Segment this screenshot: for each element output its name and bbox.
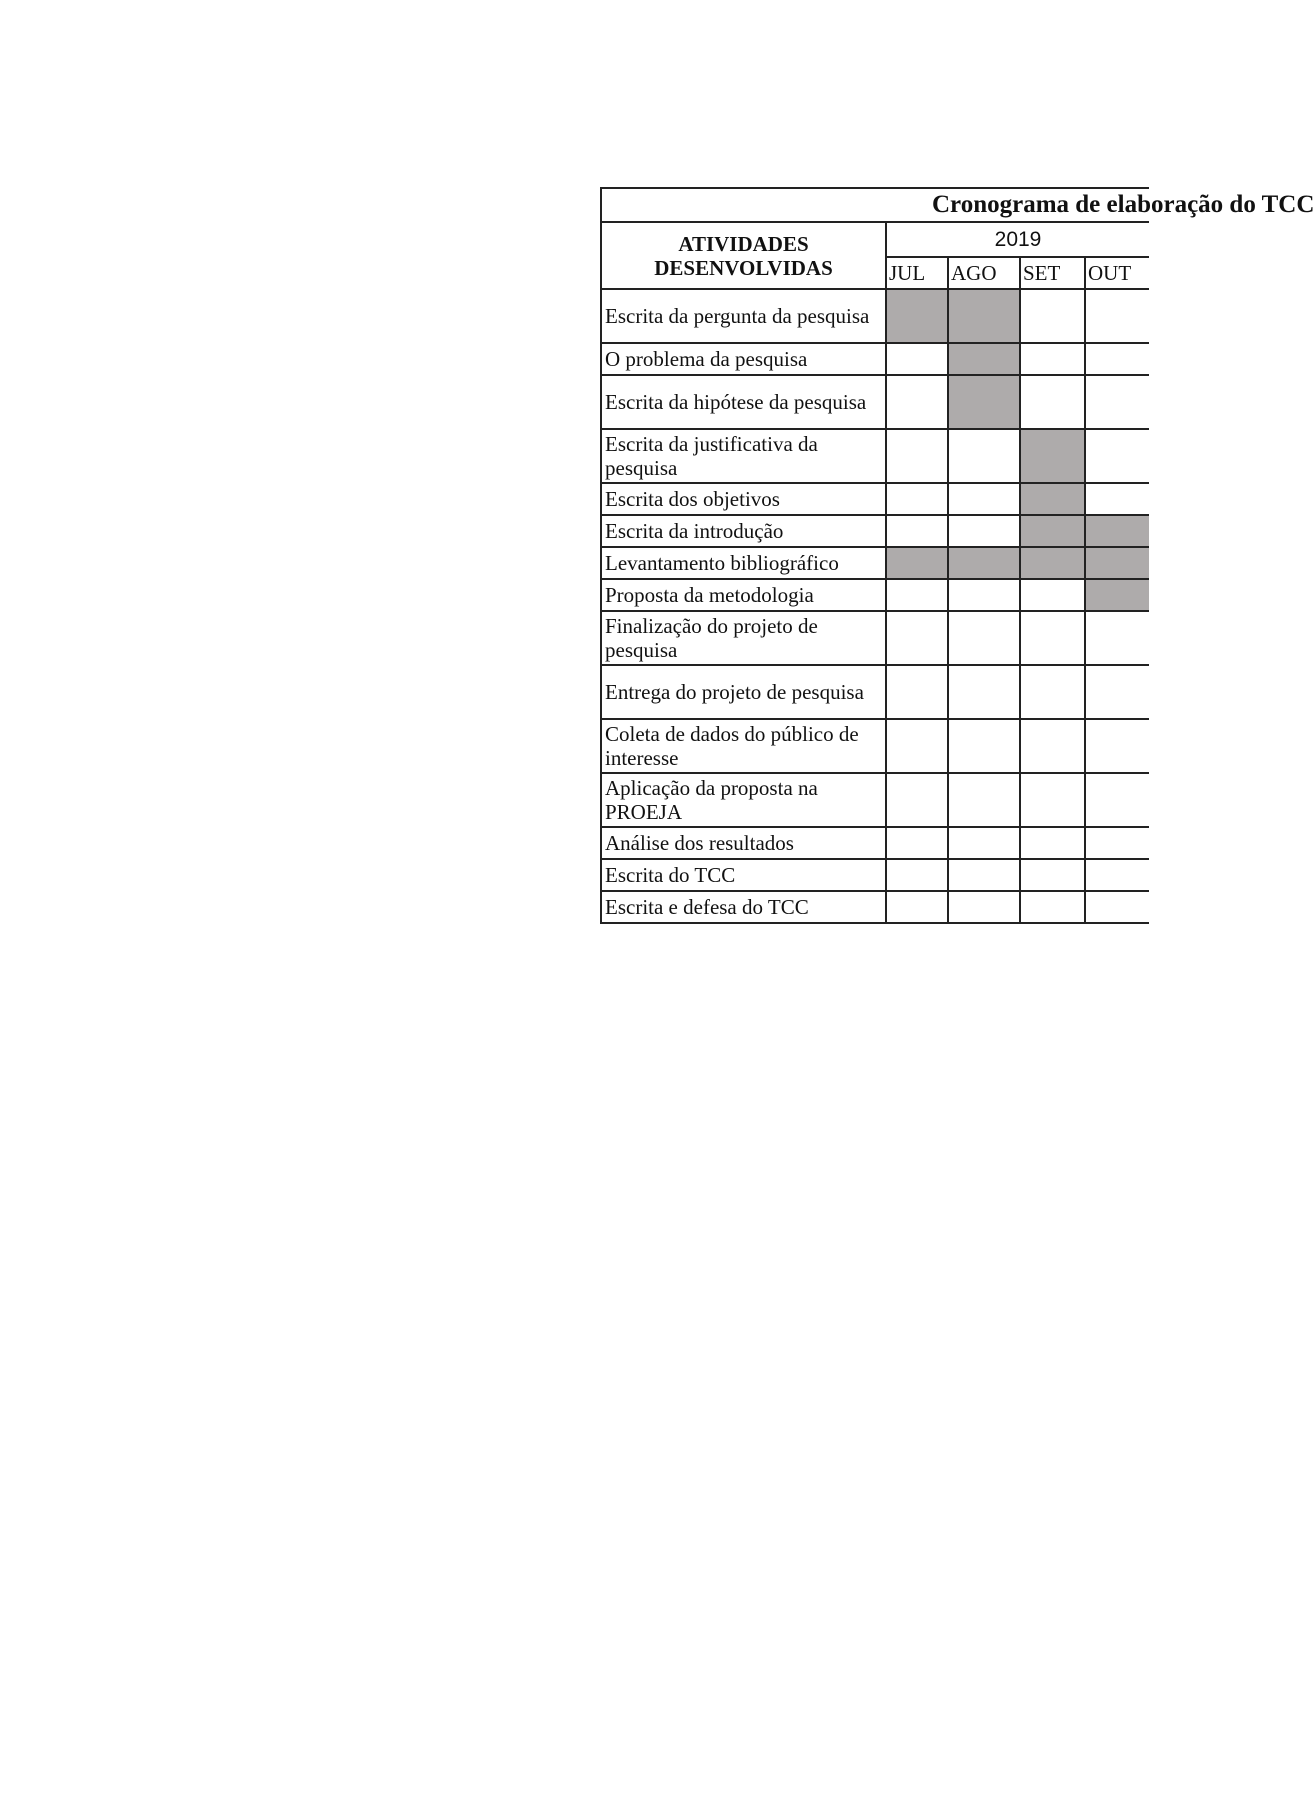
schedule-cell-out-empty <box>1085 719 1149 773</box>
schedule-cell-jul-empty <box>886 611 948 665</box>
table-title: Cronograma de elaboração do TCC <box>601 188 1149 222</box>
schedule-cell-set-empty <box>1020 665 1085 719</box>
schedule-cell-set-empty <box>1020 289 1085 343</box>
schedule-cell-set-filled <box>1020 483 1085 515</box>
activity-cell: Finalização do projeto de pesquisa <box>601 611 886 665</box>
schedule-cell-out-empty <box>1085 827 1149 859</box>
schedule-cell-ago-empty <box>948 859 1020 891</box>
schedule-cell-ago-empty <box>948 773 1020 827</box>
schedule-cell-jul-empty <box>886 859 948 891</box>
activity-cell: Escrita dos objetivos <box>601 483 886 515</box>
activity-cell: Escrita e defesa do TCC <box>601 891 886 923</box>
schedule-cell-set-empty <box>1020 375 1085 429</box>
activity-cell: Levantamento bibliográfico <box>601 547 886 579</box>
table-row <box>601 515 1149 547</box>
title-row <box>601 188 1149 222</box>
schedule-cell-ago-filled <box>948 343 1020 375</box>
activity-cell: Coleta de dados do público de interesse <box>601 719 886 773</box>
schedule-cell-jul-empty <box>886 483 948 515</box>
schedule-cell-set-filled <box>1020 547 1085 579</box>
month-header-jul: JUL <box>886 257 948 289</box>
table-row <box>601 611 1149 665</box>
activity-cell: O problema da pesquisa <box>601 343 886 375</box>
schedule-cell-set-empty <box>1020 891 1085 923</box>
table-row <box>601 859 1149 891</box>
schedule-cell-ago-filled <box>948 289 1020 343</box>
schedule-cell-jul-empty <box>886 827 948 859</box>
table-row <box>601 343 1149 375</box>
schedule-cell-ago-empty <box>948 827 1020 859</box>
schedule-cell-out-empty <box>1085 343 1149 375</box>
activity-cell: Aplicação da proposta na PROEJA <box>601 773 886 827</box>
year-header: 2019 <box>886 222 1149 257</box>
schedule-cell-ago-empty <box>948 891 1020 923</box>
schedule-cell-jul-empty <box>886 773 948 827</box>
month-header-out: OUT <box>1085 257 1149 289</box>
schedule-cell-ago-empty <box>948 579 1020 611</box>
table-row <box>601 827 1149 859</box>
schedule-table <box>600 187 1314 924</box>
schedule-cell-jul-empty <box>886 579 948 611</box>
schedule-cell-set-empty <box>1020 827 1085 859</box>
schedule-cell-set-empty <box>1020 579 1085 611</box>
month-header-ago: AGO <box>948 257 1020 289</box>
schedule-cell-jul-empty <box>886 515 948 547</box>
schedule-cell-out-empty <box>1085 611 1149 665</box>
activity-cell: Análise dos resultados <box>601 827 886 859</box>
schedule-cell-ago-empty <box>948 483 1020 515</box>
table-row <box>601 719 1149 773</box>
schedule-cell-jul-empty <box>886 375 948 429</box>
table-row <box>601 375 1149 429</box>
schedule-cell-out-filled <box>1085 579 1149 611</box>
schedule-cell-jul-filled <box>886 547 948 579</box>
schedule-cell-set-empty <box>1020 719 1085 773</box>
schedule-cell-ago-filled <box>948 375 1020 429</box>
table-row <box>601 891 1149 923</box>
schedule-cell-ago-empty <box>948 719 1020 773</box>
schedule-cell-ago-empty <box>948 611 1020 665</box>
schedule-cell-jul-empty <box>886 665 948 719</box>
schedule-cell-set-empty <box>1020 773 1085 827</box>
activity-cell: Proposta da metodologia <box>601 579 886 611</box>
schedule-cell-jul-empty <box>886 719 948 773</box>
schedule-cell-set-empty <box>1020 343 1085 375</box>
schedule-cell-set-filled <box>1020 515 1085 547</box>
activity-cell: Escrita da introdução <box>601 515 886 547</box>
schedule-cell-ago-empty <box>948 515 1020 547</box>
schedule-cell-ago-empty <box>948 429 1020 483</box>
schedule-cell-out-empty <box>1085 483 1149 515</box>
schedule-cell-jul-empty <box>886 429 948 483</box>
month-header-set: SET <box>1020 257 1085 289</box>
schedule-cell-out-empty <box>1085 429 1149 483</box>
schedule-cell-out-empty <box>1085 773 1149 827</box>
schedule-cell-out-empty <box>1085 859 1149 891</box>
activity-cell: Entrega do projeto de pesquisa <box>601 665 886 719</box>
schedule-cell-ago-empty <box>948 665 1020 719</box>
schedule-cell-out-empty <box>1085 665 1149 719</box>
schedule-cell-set-empty <box>1020 859 1085 891</box>
activity-cell: Escrita da justificativa da pesquisa <box>601 429 886 483</box>
schedule-cell-jul-empty <box>886 891 948 923</box>
schedule-cell-jul-filled <box>886 289 948 343</box>
year-row <box>601 222 1149 257</box>
table-row <box>601 483 1149 515</box>
schedule-cell-out-empty <box>1085 891 1149 923</box>
schedule-cell-out-empty <box>1085 289 1149 343</box>
schedule-cell-jul-empty <box>886 343 948 375</box>
schedule-cell-ago-filled <box>948 547 1020 579</box>
table-row <box>601 579 1149 611</box>
activity-cell: Escrita da hipótese da pesquisa <box>601 375 886 429</box>
schedule-cell-out-filled <box>1085 515 1149 547</box>
table-row <box>601 665 1149 719</box>
schedule-sheet <box>600 187 1314 924</box>
table-row <box>601 547 1149 579</box>
schedule-cell-out-filled <box>1085 547 1149 579</box>
schedule-cell-set-filled <box>1020 429 1085 483</box>
table-row <box>601 773 1149 827</box>
activity-cell: Escrita da pergunta da pesquisa <box>601 289 886 343</box>
schedule-cell-out-empty <box>1085 375 1149 429</box>
activities-header: ATIVIDADES DESENVOLVIDAS <box>601 222 886 289</box>
table-row <box>601 289 1149 343</box>
activity-cell: Escrita do TCC <box>601 859 886 891</box>
schedule-cell-set-empty <box>1020 611 1085 665</box>
table-row <box>601 429 1149 483</box>
